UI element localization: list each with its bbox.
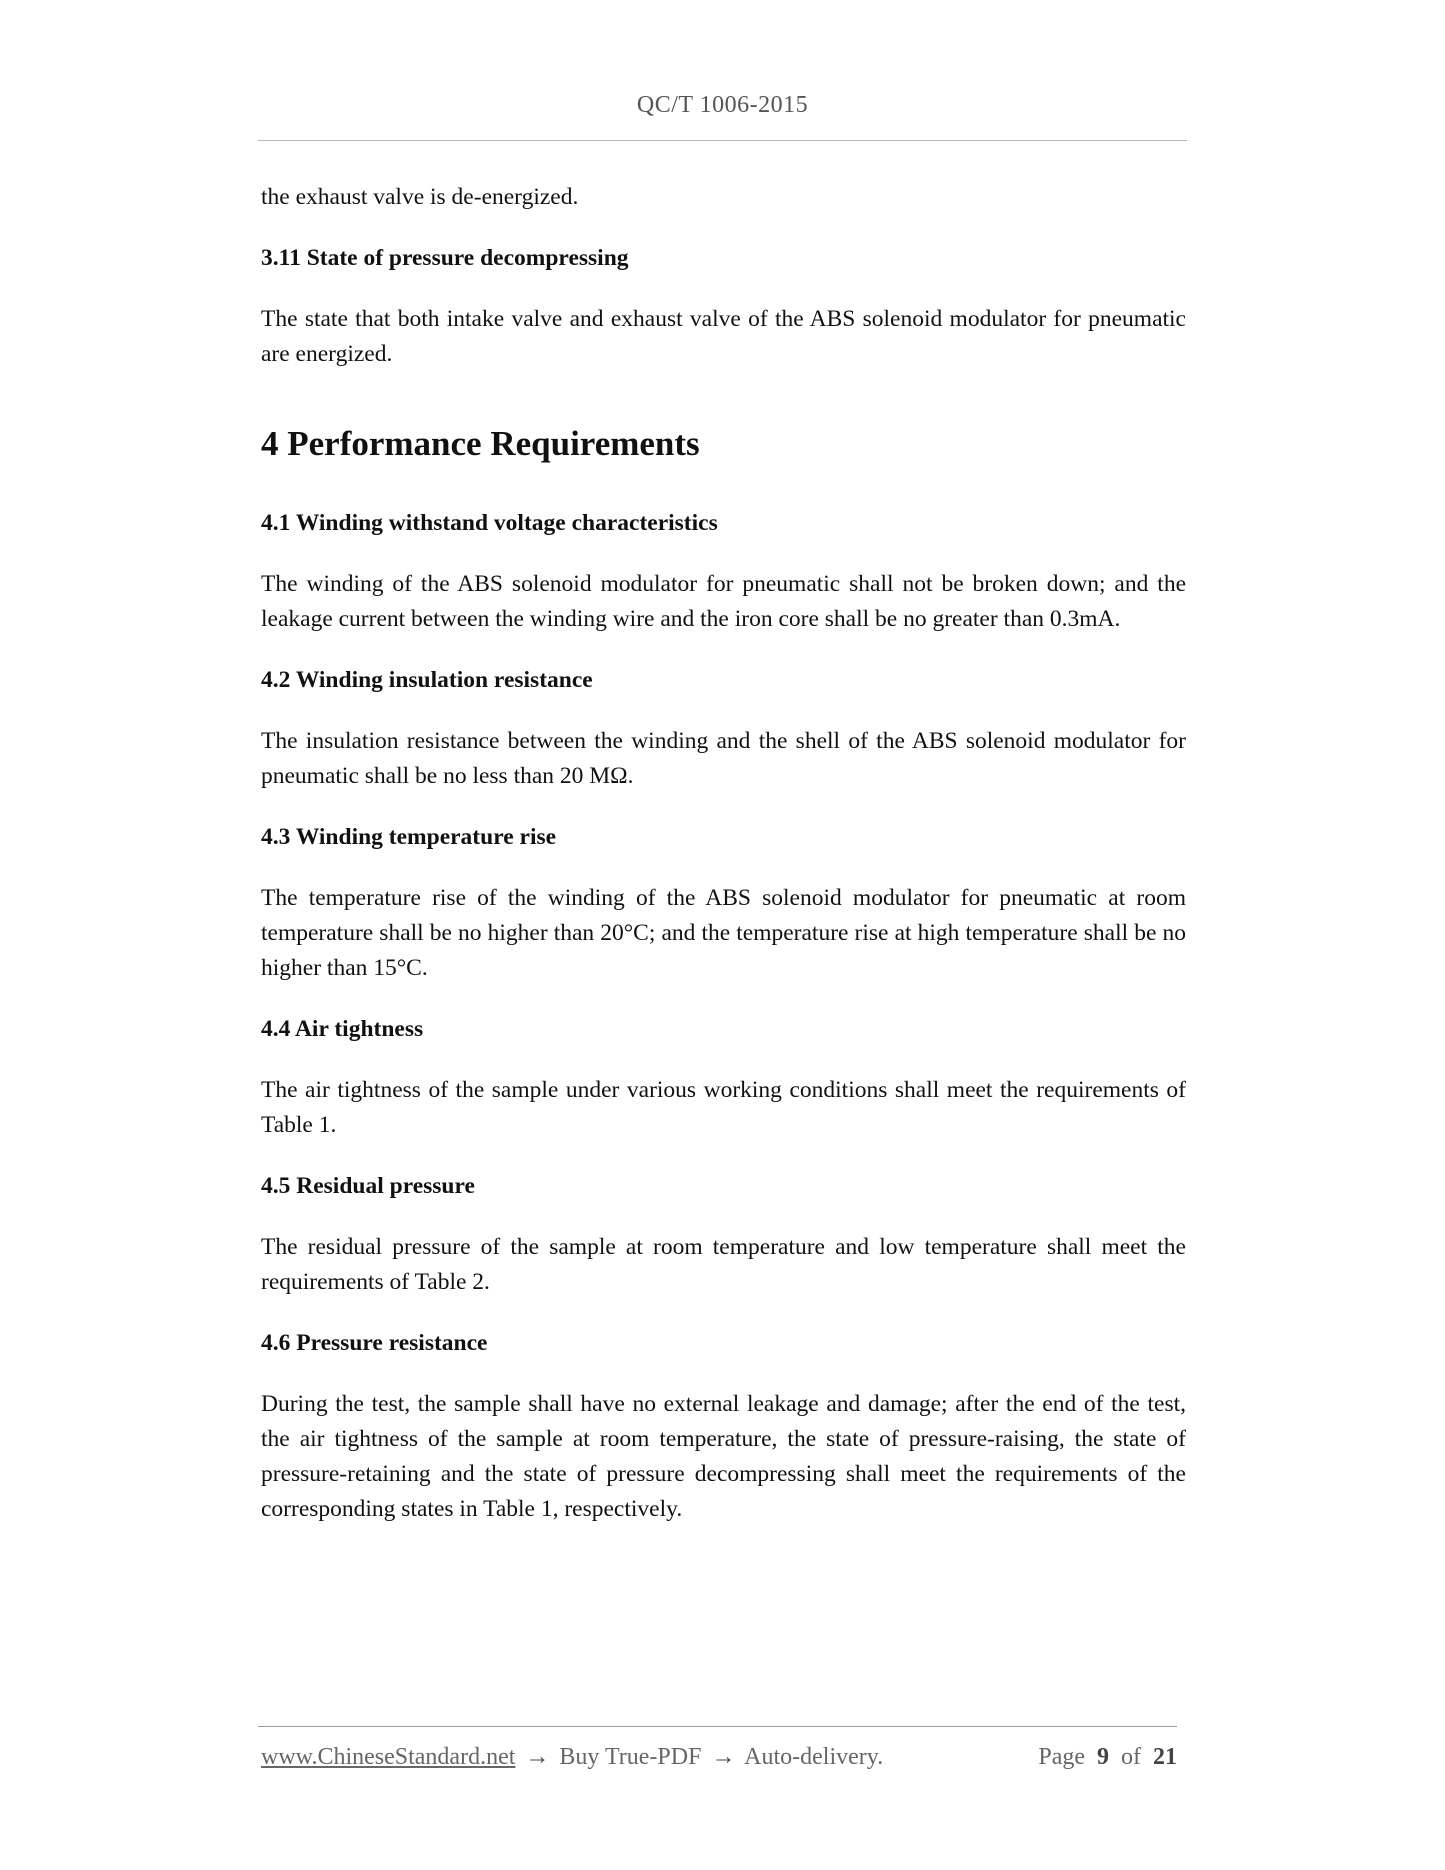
arrow-right-icon: →: [525, 1744, 550, 1770]
section-4-5-heading: 4.5 Residual pressure: [261, 1173, 475, 1199]
footer-divider: [258, 1726, 1177, 1727]
site-link[interactable]: www.ChineseStandard.net: [261, 1744, 516, 1770]
section-4-3-text: The temperature rise of the winding of the ABS solenoid modulator for pneumatic at room temperature shall be no higher than 20°C; and the temperature rise at high temperature shall be no higher than 15°C.: [261, 885, 1186, 981]
section-4-1-heading: 4.1 Winding withstand voltage characteristics: [261, 510, 718, 536]
page-indicator: [1038, 1744, 1177, 1771]
continuation-paragraph: the exhaust valve is de-energized.: [261, 184, 579, 210]
section-4-5-text: The residual pressure of the sample at room temperature and low temperature shall meet the requirements of Table 2.: [261, 1234, 1186, 1295]
page-label: Page: [1038, 1744, 1085, 1770]
chapter-4-heading: 4 Performance Requirements: [261, 424, 700, 463]
page-content: [261, 180, 1186, 1553]
section-4-6-text: During the test, the sample shall have no external leakage and damage; after the end of the test, the air tightness of the sample at room temperature, the state of pressure-raising, the state of pressure-retaining and the state of pressure decompressing shall meet the requirements of the corresponding states in Table 1, respectively.: [261, 1391, 1186, 1522]
of-label: of: [1121, 1744, 1141, 1770]
section-4-2-heading: 4.2 Winding insulation resistance: [261, 667, 593, 693]
section-4-4-text: The air tightness of the sample under various working conditions shall meet the requirements of Table 1.: [261, 1077, 1186, 1138]
section-4-3-heading: 4.3 Winding temperature rise: [261, 824, 557, 850]
section-4-1-text: The winding of the ABS solenoid modulator for pneumatic shall not be broken down; and the leakage current between the winding wire and the iron core shall be no greater than 0.3mA.: [261, 571, 1186, 632]
section-4-2-text: The insulation resistance between the winding and the shell of the ABS solenoid modulator for pneumatic shall be no less than 20 MΩ.: [261, 728, 1186, 789]
section-4-6-heading: 4.6 Pressure resistance: [261, 1330, 488, 1356]
section-4-4-heading: 4.4 Air tightness: [261, 1016, 424, 1042]
page-total-number: 21: [1153, 1744, 1177, 1770]
section-3-11-text: The state that both intake valve and exhaust valve of the ABS solenoid modulator for pneumatic are energized.: [261, 306, 1186, 367]
page-current-number: 9: [1097, 1744, 1109, 1770]
buy-true-pdf-text: Buy True-PDF: [559, 1744, 702, 1770]
arrow-right-icon: →: [711, 1744, 736, 1770]
section-3-11-heading: 3.11 State of pressure decompressing: [261, 245, 629, 271]
footer-promo: [261, 1744, 883, 1771]
header-doc-code: QC/T 1006-2015: [636, 92, 809, 118]
header-divider: [258, 140, 1187, 141]
auto-delivery-text: Auto-delivery.: [744, 1744, 884, 1770]
